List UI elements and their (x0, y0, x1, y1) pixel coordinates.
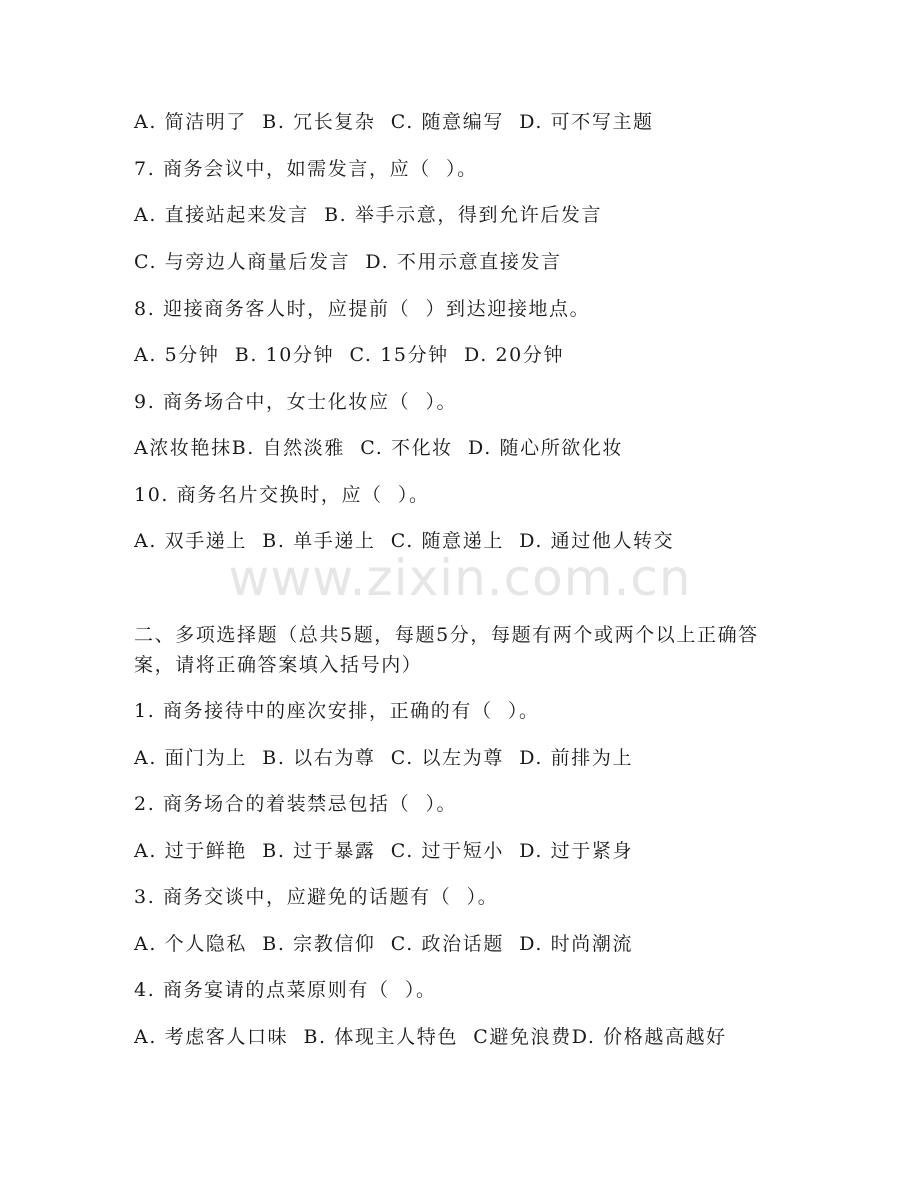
question-10: 10. 商务名片交换时，应（ ）。 (134, 484, 430, 506)
mc-question-4: 4. 商务宴请的点菜原则有（ ）。 (134, 979, 437, 1001)
mc-options-line-q3: A. 个人隐私 B. 宗教信仰 C. 政治话题 D. 时尚潮流 (134, 933, 634, 955)
options-line-q6: A. 简洁明了 B. 冗长复杂 C. 随意编写 D. 可不写主题 (134, 111, 654, 133)
options-line-q7-cd: C. 与旁边人商量后发言 D. 不用示意直接发言 (134, 251, 562, 273)
mc-options-line-q2: A. 过于鲜艳 B. 过于暴露 C. 过于短小 D. 过于紧身 (134, 840, 634, 862)
options-line-q10: A. 双手递上 B. 单手递上 C. 随意递上 D. 通过他人转交 (134, 530, 675, 552)
options-line-q7-ab: A. 直接站起来发言 B. 举手示意，得到允许后发言 (134, 204, 603, 226)
mc-options-line-q4: A. 考虑客人口味 B. 体现主人特色 C避免浪费D. 价格越高越好 (134, 1026, 727, 1048)
mc-question-3: 3. 商务交谈中，应避免的话题有（ ）。 (134, 886, 499, 908)
watermark: www.zixin.com.cn (228, 549, 692, 607)
options-line-q8: A. 5分钟 B. 10分钟 C. 15分钟 D. 20分钟 (134, 344, 565, 366)
section-heading: 二、多项选择题（总共5题，每题5分，每题有两个或两个以上正确答案，请将正确答案填入括号内） (134, 624, 759, 676)
options-line-q9: A浓妆艳抹B. 自然淡雅 C. 不化妆 D. 随心所欲化妆 (134, 437, 624, 459)
question-9: 9. 商务场合中，女士化妆应（ ）。 (134, 391, 458, 413)
question-8: 8. 迎接商务客人时，应提前（ ）到达迎接地点。 (134, 298, 591, 320)
mc-question-2: 2. 商务场合的着装禁忌包括（ ）。 (134, 793, 458, 815)
mc-options-line-q1: A. 面门为上 B. 以右为尊 C. 以左为尊 D. 前排为上 (134, 747, 634, 769)
question-7: 7. 商务会议中，如需发言，应（ ）。 (134, 158, 478, 180)
mc-question-1: 1. 商务接待中的座次安排，正确的有（ ）。 (134, 700, 540, 722)
